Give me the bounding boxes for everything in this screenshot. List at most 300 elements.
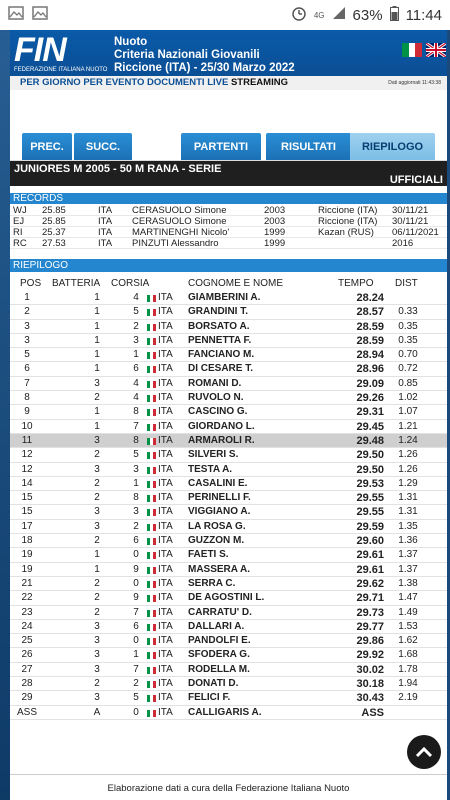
row-athlete-name[interactable]: SERRA C. bbox=[188, 577, 236, 589]
table-row[interactable] bbox=[10, 634, 447, 648]
row-position: 28 bbox=[21, 678, 33, 690]
row-nationality: ITA bbox=[158, 706, 173, 718]
row-position: 19 bbox=[21, 563, 33, 575]
row-time: 29.55 bbox=[356, 492, 384, 505]
row-nationality: ITA bbox=[158, 463, 173, 475]
italian-flag-icon bbox=[147, 681, 156, 688]
row-athlete-name[interactable]: TESTA A. bbox=[188, 463, 233, 475]
tab-risultati[interactable]: RISULTATI bbox=[266, 133, 351, 161]
table-row[interactable] bbox=[10, 334, 447, 348]
row-nationality: ITA bbox=[158, 406, 173, 418]
row-position: 25 bbox=[21, 635, 33, 647]
row-nationality: ITA bbox=[158, 349, 173, 361]
table-row[interactable] bbox=[10, 320, 447, 334]
italian-flag-icon bbox=[87, 241, 96, 247]
row-corsia: 8 bbox=[133, 492, 139, 504]
row-distance: 1.31 bbox=[398, 506, 418, 518]
italian-flag-icon bbox=[147, 581, 156, 588]
table-row[interactable] bbox=[10, 362, 447, 376]
row-time: 29.92 bbox=[356, 649, 384, 662]
table-row[interactable] bbox=[10, 491, 447, 505]
table-row[interactable] bbox=[10, 691, 447, 705]
italian-flag-icon bbox=[147, 524, 156, 531]
row-time: 28.94 bbox=[356, 349, 384, 362]
gallery-icon bbox=[8, 6, 24, 24]
record-year: 1999 bbox=[264, 238, 286, 249]
site-header bbox=[10, 30, 447, 76]
row-corsia: 2 bbox=[133, 678, 139, 690]
row-distance: 1.31 bbox=[398, 492, 418, 504]
row-athlete-name[interactable]: BORSATO A. bbox=[188, 320, 250, 332]
record-date: 06/11/2021 bbox=[392, 227, 439, 238]
event-title: JUNIORES M 2005 - 50 M RANA - SERIE bbox=[14, 163, 222, 175]
row-nationality: ITA bbox=[158, 678, 173, 690]
row-distance: 1.49 bbox=[398, 606, 418, 618]
table-row[interactable] bbox=[10, 591, 447, 605]
tab-riepilogo[interactable]: RIEPILOGO bbox=[350, 133, 435, 161]
row-nationality: ITA bbox=[158, 520, 173, 532]
row-distance: 0.72 bbox=[398, 363, 418, 375]
row-nationality: ITA bbox=[158, 434, 173, 446]
row-nationality: ITA bbox=[158, 449, 173, 461]
row-distance: 0.33 bbox=[398, 306, 418, 318]
row-position: 21 bbox=[21, 577, 33, 589]
record-year: 1999 bbox=[264, 227, 286, 238]
row-position: 6 bbox=[24, 363, 30, 375]
table-row[interactable] bbox=[10, 677, 447, 691]
row-corsia: 5 bbox=[133, 449, 139, 461]
col-corsia: CORSIA bbox=[111, 278, 150, 289]
scroll-top-button[interactable] bbox=[407, 735, 441, 769]
table-row[interactable] bbox=[10, 391, 447, 405]
record-place: Riccione (ITA) bbox=[318, 205, 378, 216]
row-time: 29.48 bbox=[356, 434, 384, 447]
row-corsia: 7 bbox=[133, 663, 139, 675]
record-holder: CERASUOLO Simone bbox=[132, 205, 227, 216]
row-athlete-name[interactable]: MASSERA A. bbox=[188, 563, 251, 575]
row-athlete-name[interactable]: DALLARI A. bbox=[188, 620, 245, 632]
row-batteria: 2 bbox=[94, 392, 100, 404]
row-batteria: 3 bbox=[94, 692, 100, 704]
row-distance: 1.94 bbox=[398, 678, 418, 690]
records-heading: RECORDS bbox=[10, 193, 447, 204]
table-row[interactable] bbox=[10, 477, 447, 491]
row-batteria: 1 bbox=[94, 549, 100, 561]
table-row[interactable] bbox=[10, 548, 447, 562]
row-time: 30.18 bbox=[356, 678, 384, 691]
row-athlete-name[interactable]: CARRATU' D. bbox=[188, 606, 252, 618]
row-athlete-name[interactable]: CASCINO G. bbox=[188, 406, 248, 418]
row-nationality: ITA bbox=[158, 635, 173, 647]
row-position: 18 bbox=[21, 535, 33, 547]
battery-icon bbox=[390, 6, 399, 25]
row-batteria: 2 bbox=[94, 606, 100, 618]
record-holder: PINZUTI Alessandro bbox=[132, 238, 219, 249]
row-nationality: ITA bbox=[158, 592, 173, 604]
row-athlete-name[interactable]: SFODERA G. bbox=[188, 649, 250, 661]
row-corsia: 4 bbox=[133, 377, 139, 389]
row-batteria: 2 bbox=[94, 678, 100, 690]
row-position: 19 bbox=[21, 549, 33, 561]
fin-logo[interactable] bbox=[14, 31, 110, 74]
record-row bbox=[10, 238, 447, 249]
row-distance: 2.19 bbox=[398, 692, 418, 704]
row-nationality: ITA bbox=[158, 620, 173, 632]
table-row[interactable] bbox=[10, 563, 447, 577]
row-corsia: 4 bbox=[133, 292, 139, 303]
row-distance: 1.24 bbox=[398, 434, 418, 446]
table-row[interactable] bbox=[10, 291, 447, 305]
table-row[interactable] bbox=[10, 434, 447, 448]
row-time: 29.62 bbox=[356, 577, 384, 590]
row-batteria: 1 bbox=[94, 420, 100, 432]
summary-table bbox=[10, 277, 447, 720]
record-year: 2003 bbox=[264, 216, 286, 227]
italian-flag-icon bbox=[147, 324, 156, 331]
row-nationality: ITA bbox=[158, 292, 173, 303]
row-position: 14 bbox=[21, 477, 33, 489]
table-row[interactable] bbox=[10, 606, 447, 620]
row-time: 29.45 bbox=[356, 420, 384, 433]
row-batteria: 1 bbox=[94, 320, 100, 332]
row-batteria: 2 bbox=[94, 535, 100, 547]
row-athlete-name[interactable]: GRANDINI T. bbox=[188, 306, 248, 318]
row-position: 22 bbox=[21, 592, 33, 604]
italian-flag-icon bbox=[147, 638, 156, 645]
record-time: 27.53 bbox=[42, 238, 66, 249]
italian-flag-icon bbox=[147, 352, 156, 359]
row-distance: 0.35 bbox=[398, 334, 418, 346]
italian-flag-icon bbox=[87, 208, 96, 214]
row-batteria: 1 bbox=[94, 563, 100, 575]
row-corsia: 6 bbox=[133, 620, 139, 632]
next-button[interactable]: SUCC. bbox=[74, 133, 132, 161]
italian-flag-icon bbox=[147, 624, 156, 631]
italian-flag-icon bbox=[147, 424, 156, 431]
row-corsia: 1 bbox=[133, 349, 139, 361]
record-nationality: ITA bbox=[98, 205, 113, 216]
record-row bbox=[10, 227, 447, 238]
uk-flag-icon[interactable] bbox=[426, 43, 446, 57]
record-date: 30/11/21 bbox=[392, 216, 429, 227]
record-row bbox=[10, 216, 447, 227]
row-distance: 1.21 bbox=[398, 420, 418, 432]
row-athlete-name[interactable]: DI CESARE T. bbox=[188, 363, 254, 375]
row-distance: 0.70 bbox=[398, 349, 418, 361]
table-row[interactable] bbox=[10, 420, 447, 434]
record-row bbox=[10, 205, 447, 216]
row-batteria: 3 bbox=[94, 434, 100, 446]
last-updated: Dati aggiornati 11:43:38 bbox=[388, 80, 441, 86]
row-distance: 1.78 bbox=[398, 663, 418, 675]
tab-partenti[interactable]: PARTENTI bbox=[181, 133, 261, 161]
record-place: Kazan (RUS) bbox=[318, 227, 374, 238]
row-position: 27 bbox=[21, 663, 33, 675]
row-distance: 1.47 bbox=[398, 592, 418, 604]
row-nationality: ITA bbox=[158, 420, 173, 432]
italian-flag-icon[interactable] bbox=[402, 43, 422, 57]
row-batteria: 1 bbox=[94, 306, 100, 318]
row-athlete-name[interactable]: GIORDANO L. bbox=[188, 420, 255, 432]
italian-flag-icon bbox=[87, 230, 96, 236]
row-time: 29.61 bbox=[356, 549, 384, 562]
row-distance: 1.02 bbox=[398, 392, 418, 404]
row-corsia: 7 bbox=[133, 606, 139, 618]
italian-flag-icon bbox=[147, 381, 156, 388]
background-left bbox=[0, 30, 10, 800]
row-athlete-name[interactable]: CASALINI E. bbox=[188, 477, 248, 489]
col-batteria: BATTERIA bbox=[52, 278, 101, 289]
record-code: EJ bbox=[13, 216, 25, 227]
meet-name: Criteria Nazionali Giovanili bbox=[114, 49, 260, 61]
italian-flag-icon bbox=[147, 366, 156, 373]
row-distance: 0.35 bbox=[398, 320, 418, 332]
row-athlete-name[interactable]: RUVOLO N. bbox=[188, 392, 244, 404]
row-time: 29.71 bbox=[356, 592, 384, 605]
row-corsia: 5 bbox=[133, 306, 139, 318]
row-corsia: 3 bbox=[133, 334, 139, 346]
logo-subtitle: FEDERAZIONE ITALIANA NUOTO bbox=[14, 67, 108, 73]
row-nationality: ITA bbox=[158, 334, 173, 346]
row-position: 26 bbox=[21, 649, 33, 661]
italian-flag-icon bbox=[147, 552, 156, 559]
table-row[interactable] bbox=[10, 534, 447, 548]
row-athlete-name[interactable]: PERINELLI F. bbox=[188, 492, 251, 504]
row-corsia: 3 bbox=[133, 463, 139, 475]
meet-location-dates: Riccione (ITA) - 25/30 Marzo 2022 bbox=[114, 62, 295, 74]
italian-flag-icon bbox=[147, 652, 156, 659]
italian-flag-icon bbox=[147, 481, 156, 488]
row-distance: 1.26 bbox=[398, 463, 418, 475]
row-time: 29.26 bbox=[356, 392, 384, 405]
italian-flag-icon bbox=[147, 509, 156, 516]
table-header bbox=[10, 277, 447, 291]
row-time: 29.50 bbox=[356, 449, 384, 462]
row-distance: 1.37 bbox=[398, 549, 418, 561]
row-nationality: ITA bbox=[158, 320, 173, 332]
italian-flag-icon bbox=[147, 610, 156, 617]
record-code: WJ bbox=[13, 205, 27, 216]
row-athlete-name[interactable]: RODELLA M. bbox=[188, 663, 250, 675]
row-batteria: 1 bbox=[94, 334, 100, 346]
col-tempo: TEMPO bbox=[338, 278, 374, 289]
row-corsia: 1 bbox=[133, 649, 139, 661]
row-corsia: 2 bbox=[133, 520, 139, 532]
row-time: 28.57 bbox=[356, 306, 384, 319]
sub-navigation bbox=[10, 76, 447, 90]
table-row[interactable] bbox=[10, 405, 447, 419]
row-nationality: ITA bbox=[158, 377, 173, 389]
records-table bbox=[10, 205, 447, 249]
row-position: 8 bbox=[24, 392, 30, 404]
row-distance: 0.85 bbox=[398, 377, 418, 389]
row-corsia: 0 bbox=[133, 706, 139, 718]
row-nationality: ITA bbox=[158, 306, 173, 318]
row-athlete-name[interactable]: GUZZON M. bbox=[188, 535, 245, 547]
row-batteria: 3 bbox=[94, 620, 100, 632]
row-athlete-name[interactable]: SILVERI S. bbox=[188, 449, 239, 461]
gallery-icon-2 bbox=[32, 6, 48, 24]
row-batteria: 2 bbox=[94, 449, 100, 461]
italian-flag-icon bbox=[147, 338, 156, 345]
row-athlete-name[interactable]: VIGGIANO A. bbox=[188, 506, 251, 518]
row-time: 30.43 bbox=[356, 692, 384, 705]
row-time: 29.86 bbox=[356, 635, 384, 648]
row-nationality: ITA bbox=[158, 606, 173, 618]
row-athlete-name[interactable]: PENNETTA F. bbox=[188, 334, 252, 346]
table-row[interactable] bbox=[10, 620, 447, 634]
row-nationality: ITA bbox=[158, 477, 173, 489]
row-batteria: 1 bbox=[94, 363, 100, 375]
row-time: 29.59 bbox=[356, 520, 384, 533]
row-distance: 1.36 bbox=[398, 535, 418, 547]
row-position: 29 bbox=[21, 692, 33, 704]
summary-rows bbox=[10, 291, 447, 720]
italian-flag-icon bbox=[147, 309, 156, 316]
row-nationality: ITA bbox=[158, 663, 173, 675]
italian-flag-icon bbox=[147, 409, 156, 416]
row-athlete-name[interactable]: DE AGOSTINI L. bbox=[188, 592, 265, 604]
row-athlete-name[interactable]: CALLIGARIS A. bbox=[188, 706, 262, 718]
row-batteria: 1 bbox=[94, 406, 100, 418]
row-athlete-name[interactable]: ROMANI D. bbox=[188, 377, 242, 389]
row-corsia: 9 bbox=[133, 563, 139, 575]
row-time: 29.55 bbox=[356, 506, 384, 519]
record-nationality: ITA bbox=[98, 238, 113, 249]
row-corsia: 6 bbox=[133, 363, 139, 375]
row-position: ASS bbox=[16, 706, 37, 718]
row-batteria: 3 bbox=[94, 649, 100, 661]
row-position: 3 bbox=[24, 320, 30, 332]
row-athlete-name[interactable]: FELICI F. bbox=[188, 692, 231, 704]
footer: Elaborazione dati a cura della Federazione Italiana Nuoto bbox=[10, 774, 447, 800]
subnav-links[interactable]: PER GIORNO PER EVENTO DOCUMENTI LIVE bbox=[20, 77, 229, 88]
event-title-bar bbox=[10, 160, 447, 186]
clock: 11:44 bbox=[405, 6, 442, 24]
row-batteria: 2 bbox=[94, 477, 100, 489]
record-time: 25.85 bbox=[42, 205, 66, 216]
row-distance: 1.29 bbox=[398, 477, 418, 489]
row-corsia: 8 bbox=[133, 434, 139, 446]
row-distance: 1.26 bbox=[398, 449, 418, 461]
italian-flag-icon bbox=[147, 567, 156, 574]
table-row[interactable] bbox=[10, 463, 447, 477]
row-nationality: ITA bbox=[158, 506, 173, 518]
record-date: 2016 bbox=[392, 238, 414, 249]
row-distance: 1.68 bbox=[398, 649, 418, 661]
record-date: 30/11/21 bbox=[392, 205, 429, 216]
row-time: 30.02 bbox=[356, 663, 384, 676]
italian-flag-icon bbox=[147, 467, 156, 474]
row-batteria: 1 bbox=[94, 349, 100, 361]
record-nationality: ITA bbox=[98, 227, 113, 238]
row-batteria: 3 bbox=[94, 506, 100, 518]
table-row[interactable] bbox=[10, 377, 447, 391]
row-position: 17 bbox=[21, 520, 33, 532]
table-row[interactable] bbox=[10, 348, 447, 362]
row-distance: 1.62 bbox=[398, 635, 418, 647]
row-batteria: 2 bbox=[94, 577, 100, 589]
sport-label: Nuoto bbox=[114, 36, 148, 48]
row-time: 29.50 bbox=[356, 463, 384, 476]
record-nationality: ITA bbox=[98, 216, 113, 227]
row-corsia: 0 bbox=[133, 635, 139, 647]
signal-icon bbox=[332, 6, 346, 24]
record-holder: CERASUOLO Simone bbox=[132, 216, 227, 227]
table-row[interactable] bbox=[10, 663, 447, 677]
row-corsia: 0 bbox=[133, 577, 139, 589]
record-time: 25.85 bbox=[42, 216, 66, 227]
row-corsia: 7 bbox=[133, 420, 139, 432]
row-time: 29.09 bbox=[356, 377, 384, 390]
row-position: 1 bbox=[24, 292, 30, 303]
row-position: 10 bbox=[21, 420, 33, 432]
row-nationality: ITA bbox=[158, 649, 173, 661]
row-time: 29.53 bbox=[356, 477, 384, 490]
row-athlete-name[interactable]: ARMAROLI R. bbox=[188, 434, 255, 446]
table-row[interactable] bbox=[10, 505, 447, 519]
row-distance: 1.35 bbox=[398, 520, 418, 532]
table-row[interactable] bbox=[10, 577, 447, 591]
row-position: 24 bbox=[21, 620, 33, 632]
table-row[interactable] bbox=[10, 706, 447, 720]
battery-percent: 63% bbox=[352, 6, 383, 24]
row-nationality: ITA bbox=[158, 692, 173, 704]
row-nationality: ITA bbox=[158, 563, 173, 575]
logo-text: FIN bbox=[14, 31, 66, 69]
row-athlete-name[interactable]: LA ROSA G. bbox=[188, 520, 246, 532]
row-athlete-name[interactable]: GIAMBERINI A. bbox=[188, 292, 261, 303]
row-time: 29.60 bbox=[356, 535, 384, 548]
italian-flag-icon bbox=[147, 295, 156, 302]
row-time: 29.31 bbox=[356, 406, 384, 419]
row-nationality: ITA bbox=[158, 535, 173, 547]
row-corsia: 9 bbox=[133, 592, 139, 604]
record-time: 25.37 bbox=[42, 227, 66, 238]
italian-flag-icon bbox=[87, 219, 96, 225]
streaming-link[interactable]: STREAMING bbox=[230, 77, 288, 88]
table-row[interactable] bbox=[10, 648, 447, 662]
table-row[interactable] bbox=[10, 305, 447, 319]
row-position: 23 bbox=[21, 606, 33, 618]
row-distance: 1.07 bbox=[398, 406, 418, 418]
alarm-icon bbox=[291, 5, 307, 25]
row-batteria: 2 bbox=[94, 592, 100, 604]
row-position: 9 bbox=[24, 406, 30, 418]
record-place: Riccione (ITA) bbox=[318, 216, 378, 227]
table-row[interactable] bbox=[10, 520, 447, 534]
row-time: 28.96 bbox=[356, 363, 384, 376]
row-athlete-name[interactable]: DONATI D. bbox=[188, 678, 239, 690]
table-row[interactable] bbox=[10, 448, 447, 462]
italian-flag-icon bbox=[147, 595, 156, 602]
col-dist: DIST bbox=[395, 278, 418, 289]
network-type: 4G bbox=[313, 10, 325, 20]
row-athlete-name[interactable]: FAETI S. bbox=[188, 549, 229, 561]
row-athlete-name[interactable]: FANCIANO M. bbox=[188, 349, 255, 361]
row-corsia: 8 bbox=[133, 406, 139, 418]
row-corsia: 1 bbox=[133, 477, 139, 489]
row-position: 3 bbox=[24, 334, 30, 346]
record-holder: MARTINENGHI Nicolo' bbox=[132, 227, 230, 238]
status-bar bbox=[0, 0, 450, 30]
row-position: 15 bbox=[21, 492, 33, 504]
row-batteria: 3 bbox=[94, 663, 100, 675]
row-position: 11 bbox=[21, 434, 33, 446]
italian-flag-icon bbox=[147, 438, 156, 445]
prev-button[interactable]: PREC. bbox=[22, 133, 72, 161]
row-athlete-name[interactable]: PANDOLFI E. bbox=[188, 635, 251, 647]
